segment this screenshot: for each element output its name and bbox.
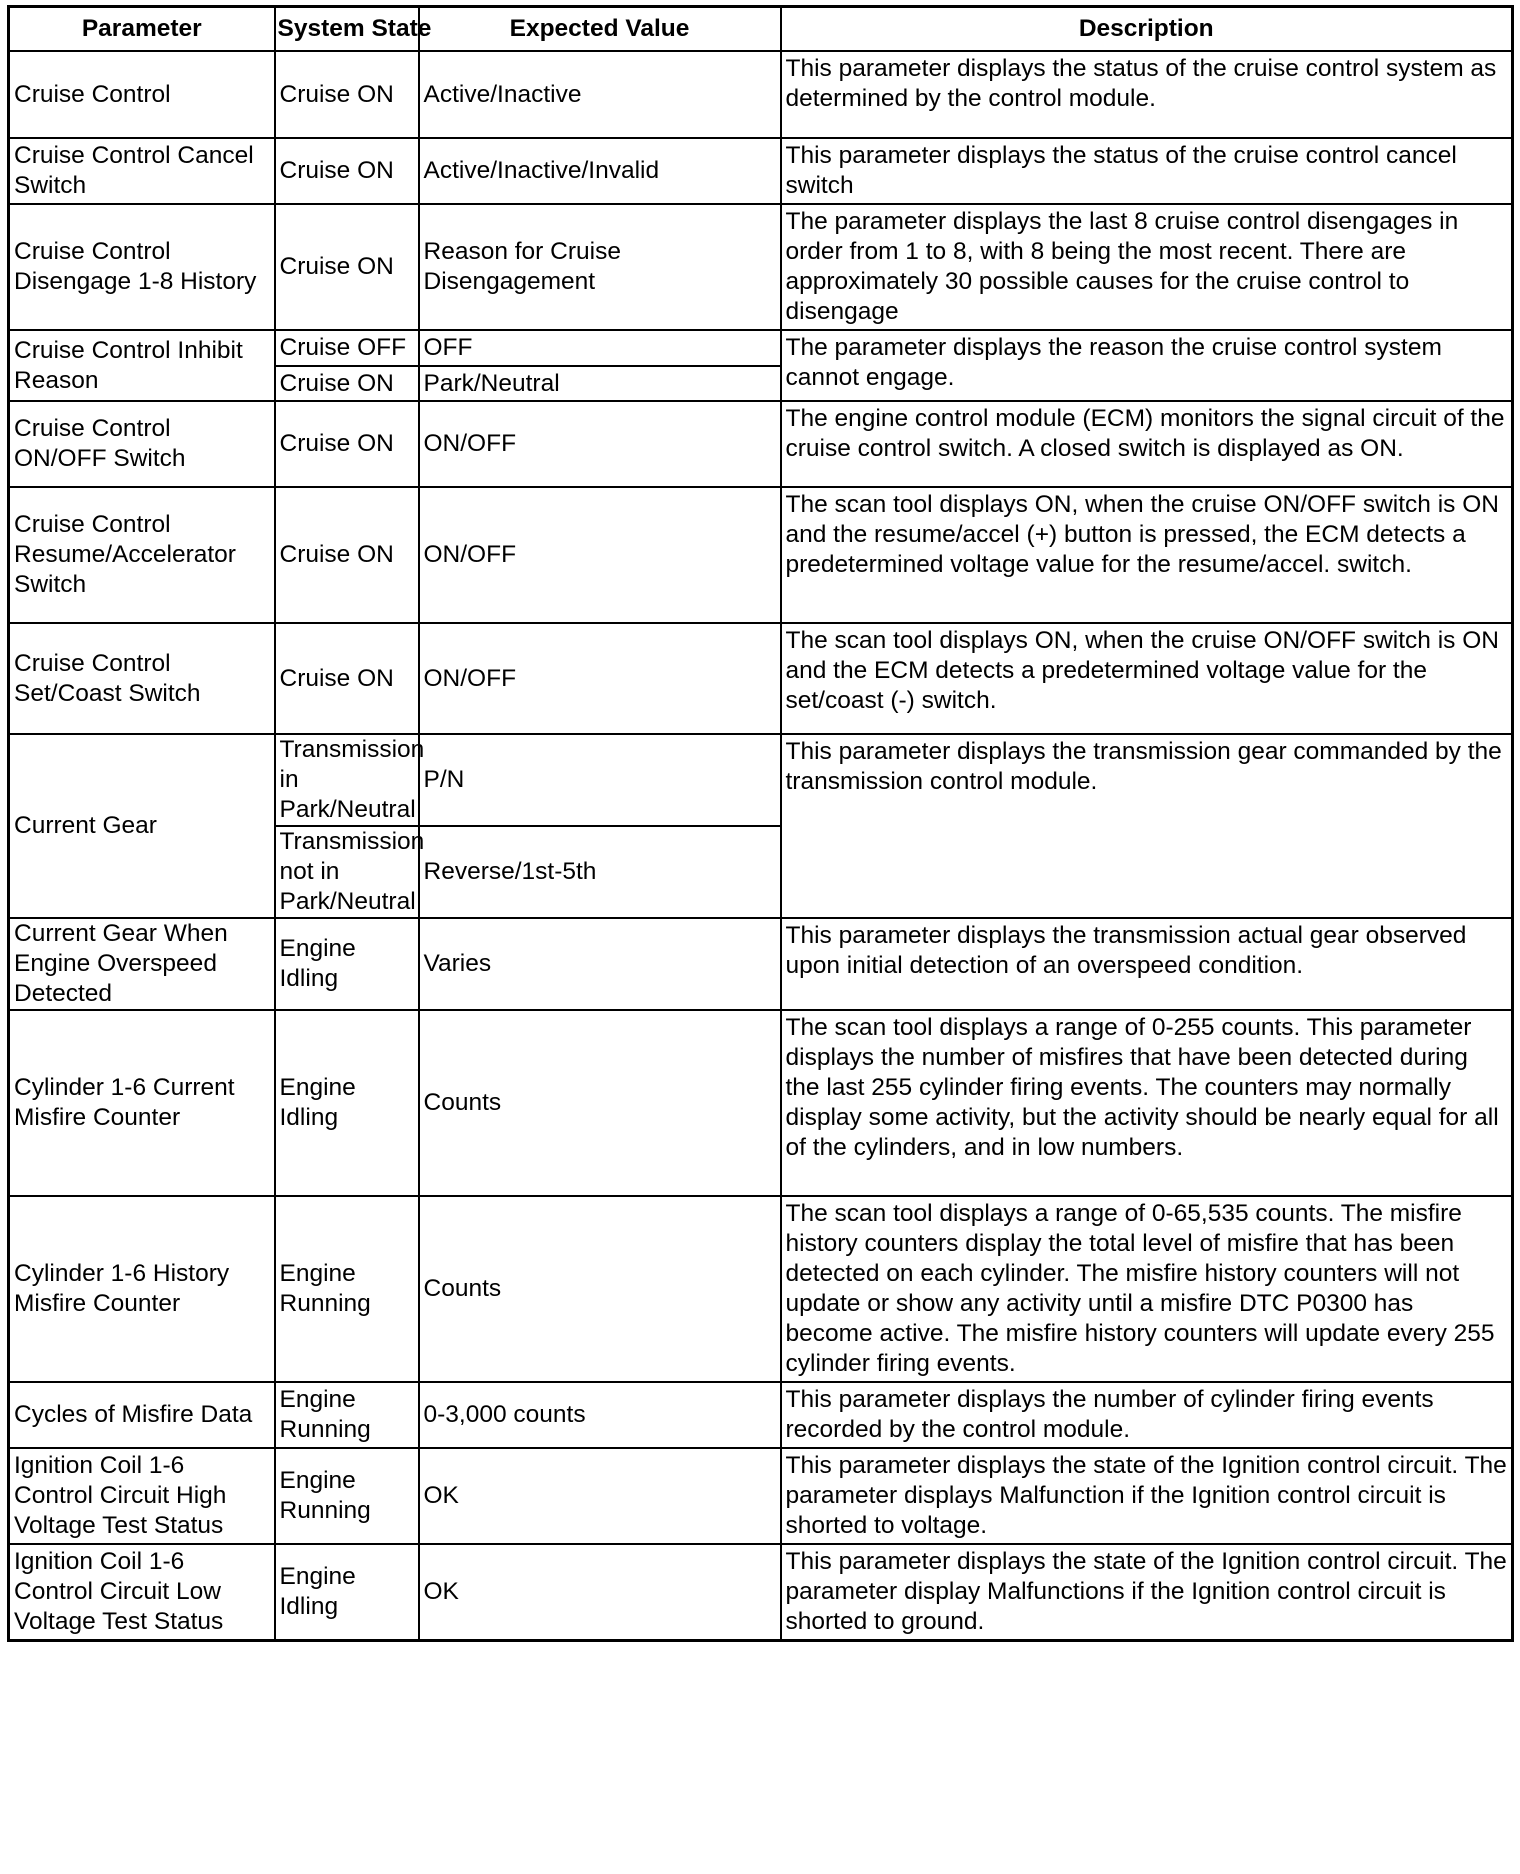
cell-description: The scan tool displays ON, when the cruise ON/OFF switch is ON and the ECM detects a predetermined voltage value for the set/coast (-) switch. xyxy=(781,623,1513,734)
table-row xyxy=(9,138,1513,204)
cell-system-state: Cruise ON xyxy=(275,138,419,204)
cell-description: The scan tool displays a range of 0-65,535 counts. The misfire history counters display the total level of misfire that has been detected on each cylinder. The misfire history counters will not update or show any activity until a misfire DTC P0300 has become active. The misfire history counters will update every 255 cylinder firing events. xyxy=(781,1196,1513,1382)
cell-parameter: Current Gear When Engine Overspeed Detected xyxy=(9,918,275,1010)
cell-description: This parameter displays the state of the Ignition control circuit. The parameter displays Malfunction if the Ignition control circuit is shorted to voltage. xyxy=(781,1448,1513,1544)
cell-expected-value: Varies xyxy=(419,918,781,1010)
cell-description: The engine control module (ECM) monitors the signal circuit of the cruise control switch. A closed switch is displayed as ON. xyxy=(781,401,1513,487)
cell-description: This parameter displays the state of the Ignition control circuit. The parameter display Malfunctions if the Ignition control circuit is shorted to ground. xyxy=(781,1544,1513,1641)
table-row xyxy=(9,1382,1513,1448)
cell-description: The scan tool displays ON, when the cruise ON/OFF switch is ON and the resume/accel (+) button is pressed, the ECM detects a predetermined voltage value for the resume/accel. switch. xyxy=(781,487,1513,623)
table-row xyxy=(9,1196,1513,1382)
cell-description: This parameter displays the number of cylinder firing events recorded by the control module. xyxy=(781,1382,1513,1448)
document-page xyxy=(7,5,1514,1642)
cell-description: This parameter displays the status of the cruise control cancel switch xyxy=(781,138,1513,204)
cell-expected-value: OFF xyxy=(419,330,781,366)
cell-system-state: Cruise ON xyxy=(275,487,419,623)
cell-expected-value: Counts xyxy=(419,1010,781,1196)
cell-system-state: Cruise ON xyxy=(275,204,419,330)
cell-parameter: Ignition Coil 1-6 Control Circuit Low Voltage Test Status xyxy=(9,1544,275,1641)
cell-expected-value: Park/Neutral xyxy=(419,366,781,401)
table-row xyxy=(9,1544,1513,1641)
cell-parameter: Cruise Control ON/OFF Switch xyxy=(9,401,275,487)
cell-expected-value: ON/OFF xyxy=(419,623,781,734)
table-row xyxy=(9,1010,1513,1196)
cell-parameter: Current Gear xyxy=(9,734,275,918)
cell-description: The parameter displays the reason the cruise control system cannot engage. xyxy=(781,330,1513,401)
cell-system-state: Engine Running xyxy=(275,1448,419,1544)
cell-system-state: Cruise OFF xyxy=(275,330,419,366)
cell-description: This parameter displays the transmission gear commanded by the transmission control module. xyxy=(781,734,1513,918)
cell-expected-value: Reason for Cruise Disengagement xyxy=(419,204,781,330)
cell-description: This parameter displays the transmission actual gear observed upon initial detection of an overspeed condition. xyxy=(781,918,1513,1010)
cell-system-state: Engine Idling xyxy=(275,1010,419,1196)
cell-expected-value: Active/Inactive xyxy=(419,51,781,138)
header-expected-value: Expected Value xyxy=(419,7,781,52)
cell-parameter: Cylinder 1-6 History Misfire Counter xyxy=(9,1196,275,1382)
cell-expected-value: ON/OFF xyxy=(419,401,781,487)
cell-system-state: Cruise ON xyxy=(275,51,419,138)
cell-description: This parameter displays the status of the cruise control system as determined by the control module. xyxy=(781,51,1513,138)
cell-parameter: Cruise Control Set/Coast Switch xyxy=(9,623,275,734)
cell-parameter: Ignition Coil 1-6 Control Circuit High Voltage Test Status xyxy=(9,1448,275,1544)
table-row xyxy=(9,734,1513,826)
cell-system-state: Cruise ON xyxy=(275,366,419,401)
table-header-row xyxy=(9,7,1513,52)
cell-expected-value: 0-3,000 counts xyxy=(419,1382,781,1448)
cell-parameter: Cruise Control xyxy=(9,51,275,138)
cell-system-state: Cruise ON xyxy=(275,401,419,487)
cell-parameter: Cruise Control Disengage 1-8 History xyxy=(9,204,275,330)
cell-system-state: Transmission in Park/Neutral xyxy=(275,734,419,826)
cell-expected-value: ON/OFF xyxy=(419,487,781,623)
cell-parameter: Cruise Control Inhibit Reason xyxy=(9,330,275,401)
header-description: Description xyxy=(781,7,1513,52)
cell-expected-value: Counts xyxy=(419,1196,781,1382)
cell-expected-value: Reverse/1st-5th xyxy=(419,826,781,918)
cell-system-state: Transmission not in Park/Neutral xyxy=(275,826,419,918)
cell-system-state: Engine Running xyxy=(275,1382,419,1448)
cell-description: The scan tool displays a range of 0-255 counts. This parameter displays the number of misfires that have been detected during the last 255 cylinder firing events. The counters may normally display some activity, but the activity should be nearly equal for all of the cylinders, and in low numbers. xyxy=(781,1010,1513,1196)
table-row xyxy=(9,623,1513,734)
cell-system-state: Cruise ON xyxy=(275,623,419,734)
parameter-table xyxy=(7,5,1514,1642)
cell-description: The parameter displays the last 8 cruise control disengages in order from 1 to 8, with 8 being the most recent. There are approximately 30 possible causes for the cruise control to disengage xyxy=(781,204,1513,330)
cell-system-state: Engine Running xyxy=(275,1196,419,1382)
header-system-state: System State xyxy=(275,7,419,52)
cell-expected-value: P/N xyxy=(419,734,781,826)
cell-parameter: Cycles of Misfire Data xyxy=(9,1382,275,1448)
cell-expected-value: OK xyxy=(419,1544,781,1641)
table-row xyxy=(9,204,1513,330)
table-row xyxy=(9,487,1513,623)
cell-parameter: Cruise Control Resume/Accelerator Switch xyxy=(9,487,275,623)
table-row xyxy=(9,51,1513,138)
cell-expected-value: Active/Inactive/Invalid xyxy=(419,138,781,204)
cell-parameter: Cylinder 1-6 Current Misfire Counter xyxy=(9,1010,275,1196)
table-row xyxy=(9,918,1513,1010)
cell-parameter: Cruise Control Cancel Switch xyxy=(9,138,275,204)
table-row xyxy=(9,330,1513,366)
cell-expected-value: OK xyxy=(419,1448,781,1544)
cell-system-state: Engine Idling xyxy=(275,1544,419,1641)
table-row xyxy=(9,401,1513,487)
table-row xyxy=(9,1448,1513,1544)
header-parameter: Parameter xyxy=(9,7,275,52)
cell-system-state: Engine Idling xyxy=(275,918,419,1010)
